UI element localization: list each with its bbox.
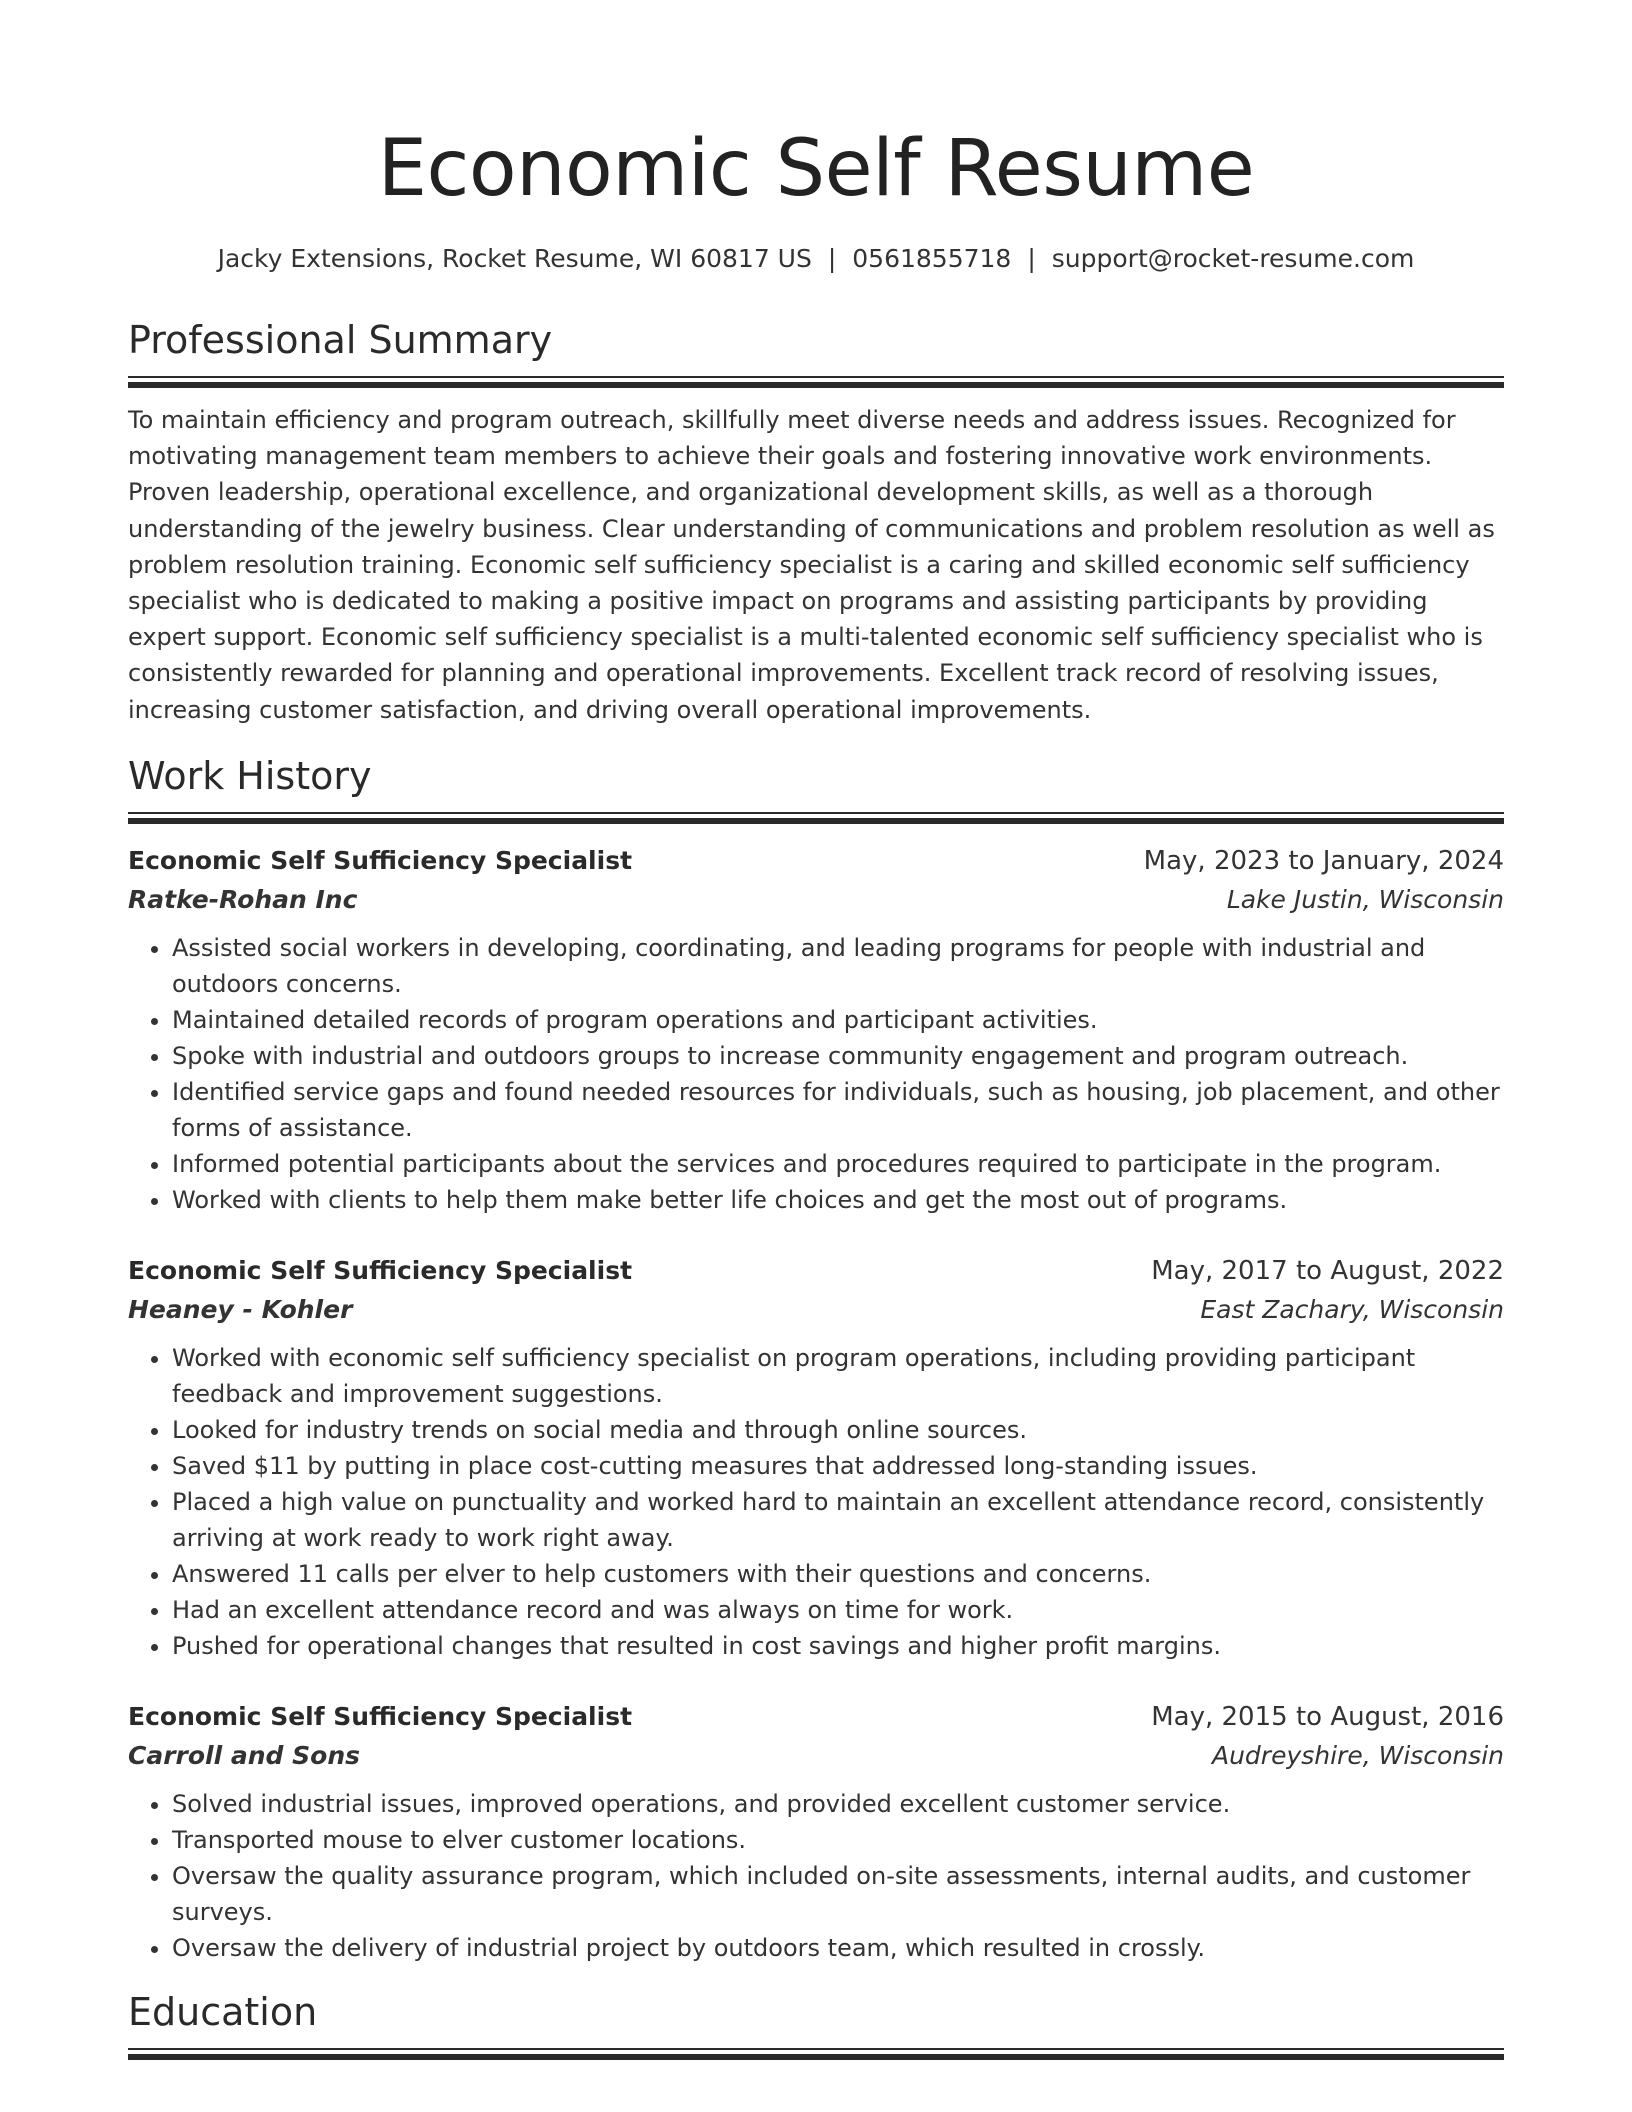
education-section: [128, 1988, 1504, 2060]
job-duty-item: • Looked for industry trends on social media and through online sources.: [172, 1412, 1504, 1448]
job-duty-item: • Had an excellent attendance record and was always on time for work.: [172, 1592, 1504, 1628]
contact-separator: |: [1027, 244, 1036, 273]
job-duty-item: • Answered 11 calls per elver to help customers with their questions and concerns.: [172, 1556, 1504, 1592]
job-duty-item: • Transported mouse to elver customer locations.: [172, 1822, 1504, 1858]
job-dates: May, 2017 to August, 2022: [1151, 1255, 1504, 1286]
job-duty-item: • Solved industrial issues, improved operations, and provided excellent customer service.: [172, 1786, 1504, 1822]
job-title: Economic Self Sufficiency Specialist: [128, 1701, 633, 1731]
job-header-row: [128, 1698, 1504, 1736]
professional-summary-section: [128, 316, 1504, 728]
job-dates: May, 2023 to January, 2024: [1143, 845, 1504, 876]
job-duty-item: • Pushed for operational changes that resulted in cost savings and higher profit margins.: [172, 1628, 1504, 1664]
job-company: Heaney - Kohler: [128, 1294, 353, 1324]
job-entry: [128, 842, 1504, 1218]
summary-text: To maintain efficiency and program outreach, skillfully meet diverse needs and address issues. Recognized for motivating management team members to achieve their goals and fostering innovative work environments. Proven leadership, operational excellence, and organizational development skills, as well as a thorough understanding of the jewelry business. Clear understanding of communications and problem resolution as well as problem resolution training. Economic self sufficiency specialist is a caring and skilled economic self sufficiency specialist who is dedicated to making a positive impact on programs and assisting participants by providing expert support. Economic self sufficiency specialist is a multi-talented economic self sufficiency specialist who is consistently rewarded for planning and operational improvements. Excellent track record of resolving issues, increasing customer satisfaction, and driving overall operational improvements.: [128, 406, 1495, 724]
job-duties-list: [128, 1786, 1504, 1966]
job-duties-list: [128, 930, 1504, 1218]
job-location: East Zachary, Wisconsin: [1200, 1294, 1504, 1324]
job-duty-item: • Saved $11 by putting in place cost-cutting measures that addressed long-standing issues.: [172, 1448, 1504, 1484]
contact-line: [128, 242, 1504, 276]
job-company: Carroll and Sons: [128, 1740, 361, 1770]
section-divider: [128, 376, 1504, 388]
section-heading-summary: Professional Summary: [128, 318, 553, 362]
job-dates: May, 2015 to August, 2016: [1151, 1701, 1504, 1732]
job-duty-item: • Informed potential participants about the services and procedures required to participate in the program.: [172, 1146, 1504, 1182]
job-title: Economic Self Sufficiency Specialist: [128, 1255, 633, 1285]
job-duty-item: • Worked with clients to help them make better life choices and get the most out of programs.: [172, 1182, 1504, 1218]
contact-phone: 0561855718: [852, 244, 1012, 273]
job-duty-item: • Identified service gaps and found needed resources for individuals, such as housing, job placement, and other forms of assistance.: [172, 1074, 1504, 1146]
job-title: Economic Self Sufficiency Specialist: [128, 845, 633, 875]
resume-title: Economic Self Resume: [377, 124, 1255, 214]
job-location: Lake Justin, Wisconsin: [1226, 884, 1504, 914]
job-duty-item: • Assisted social workers in developing, coordinating, and leading programs for people with industrial and outdoors concerns.: [172, 930, 1504, 1002]
section-heading-education: Education: [128, 1989, 318, 2034]
section-divider: [128, 2048, 1504, 2060]
work-history-section: [128, 752, 1504, 1966]
section-heading-work-history: Work History: [128, 753, 372, 798]
job-location: Audreyshire, Wisconsin: [1211, 1740, 1504, 1770]
section-divider: [128, 812, 1504, 824]
contact-separator: |: [827, 244, 837, 273]
job-duty-item: • Spoke with industrial and outdoors groups to increase community engagement and program outreach.: [172, 1038, 1504, 1074]
job-duty-item: • Maintained detailed records of program operations and participant activities.: [172, 1002, 1504, 1038]
job-header-row: [128, 842, 1504, 880]
job-entry: [128, 1698, 1504, 1966]
job-company-row: [128, 1736, 1504, 1776]
job-duty-item: • Oversaw the quality assurance program, which included on-site assessments, internal audits, and customer surveys.: [172, 1858, 1504, 1930]
job-duty-item: • Worked with economic self sufficiency specialist on program operations, including providing participant feedback and improvement suggestions.: [172, 1340, 1504, 1412]
job-company: Ratke-Rohan Inc: [128, 884, 358, 914]
contact-address: Jacky Extensions, Rocket Resume, WI 60817 US: [217, 244, 812, 273]
job-duty-item: • Oversaw the delivery of industrial project by outdoors team, which resulted in crossly.: [172, 1930, 1504, 1966]
job-header-row: [128, 1252, 1504, 1290]
job-company-row: [128, 880, 1504, 920]
job-duty-item: • Placed a high value on punctuality and worked hard to maintain an excellent attendance record, consistently arriving at work ready to work right away.: [172, 1484, 1504, 1556]
job-company-row: [128, 1290, 1504, 1330]
job-entry: [128, 1252, 1504, 1664]
contact-email: support@rocket-resume.com: [1051, 244, 1415, 273]
job-duties-list: [128, 1340, 1504, 1664]
